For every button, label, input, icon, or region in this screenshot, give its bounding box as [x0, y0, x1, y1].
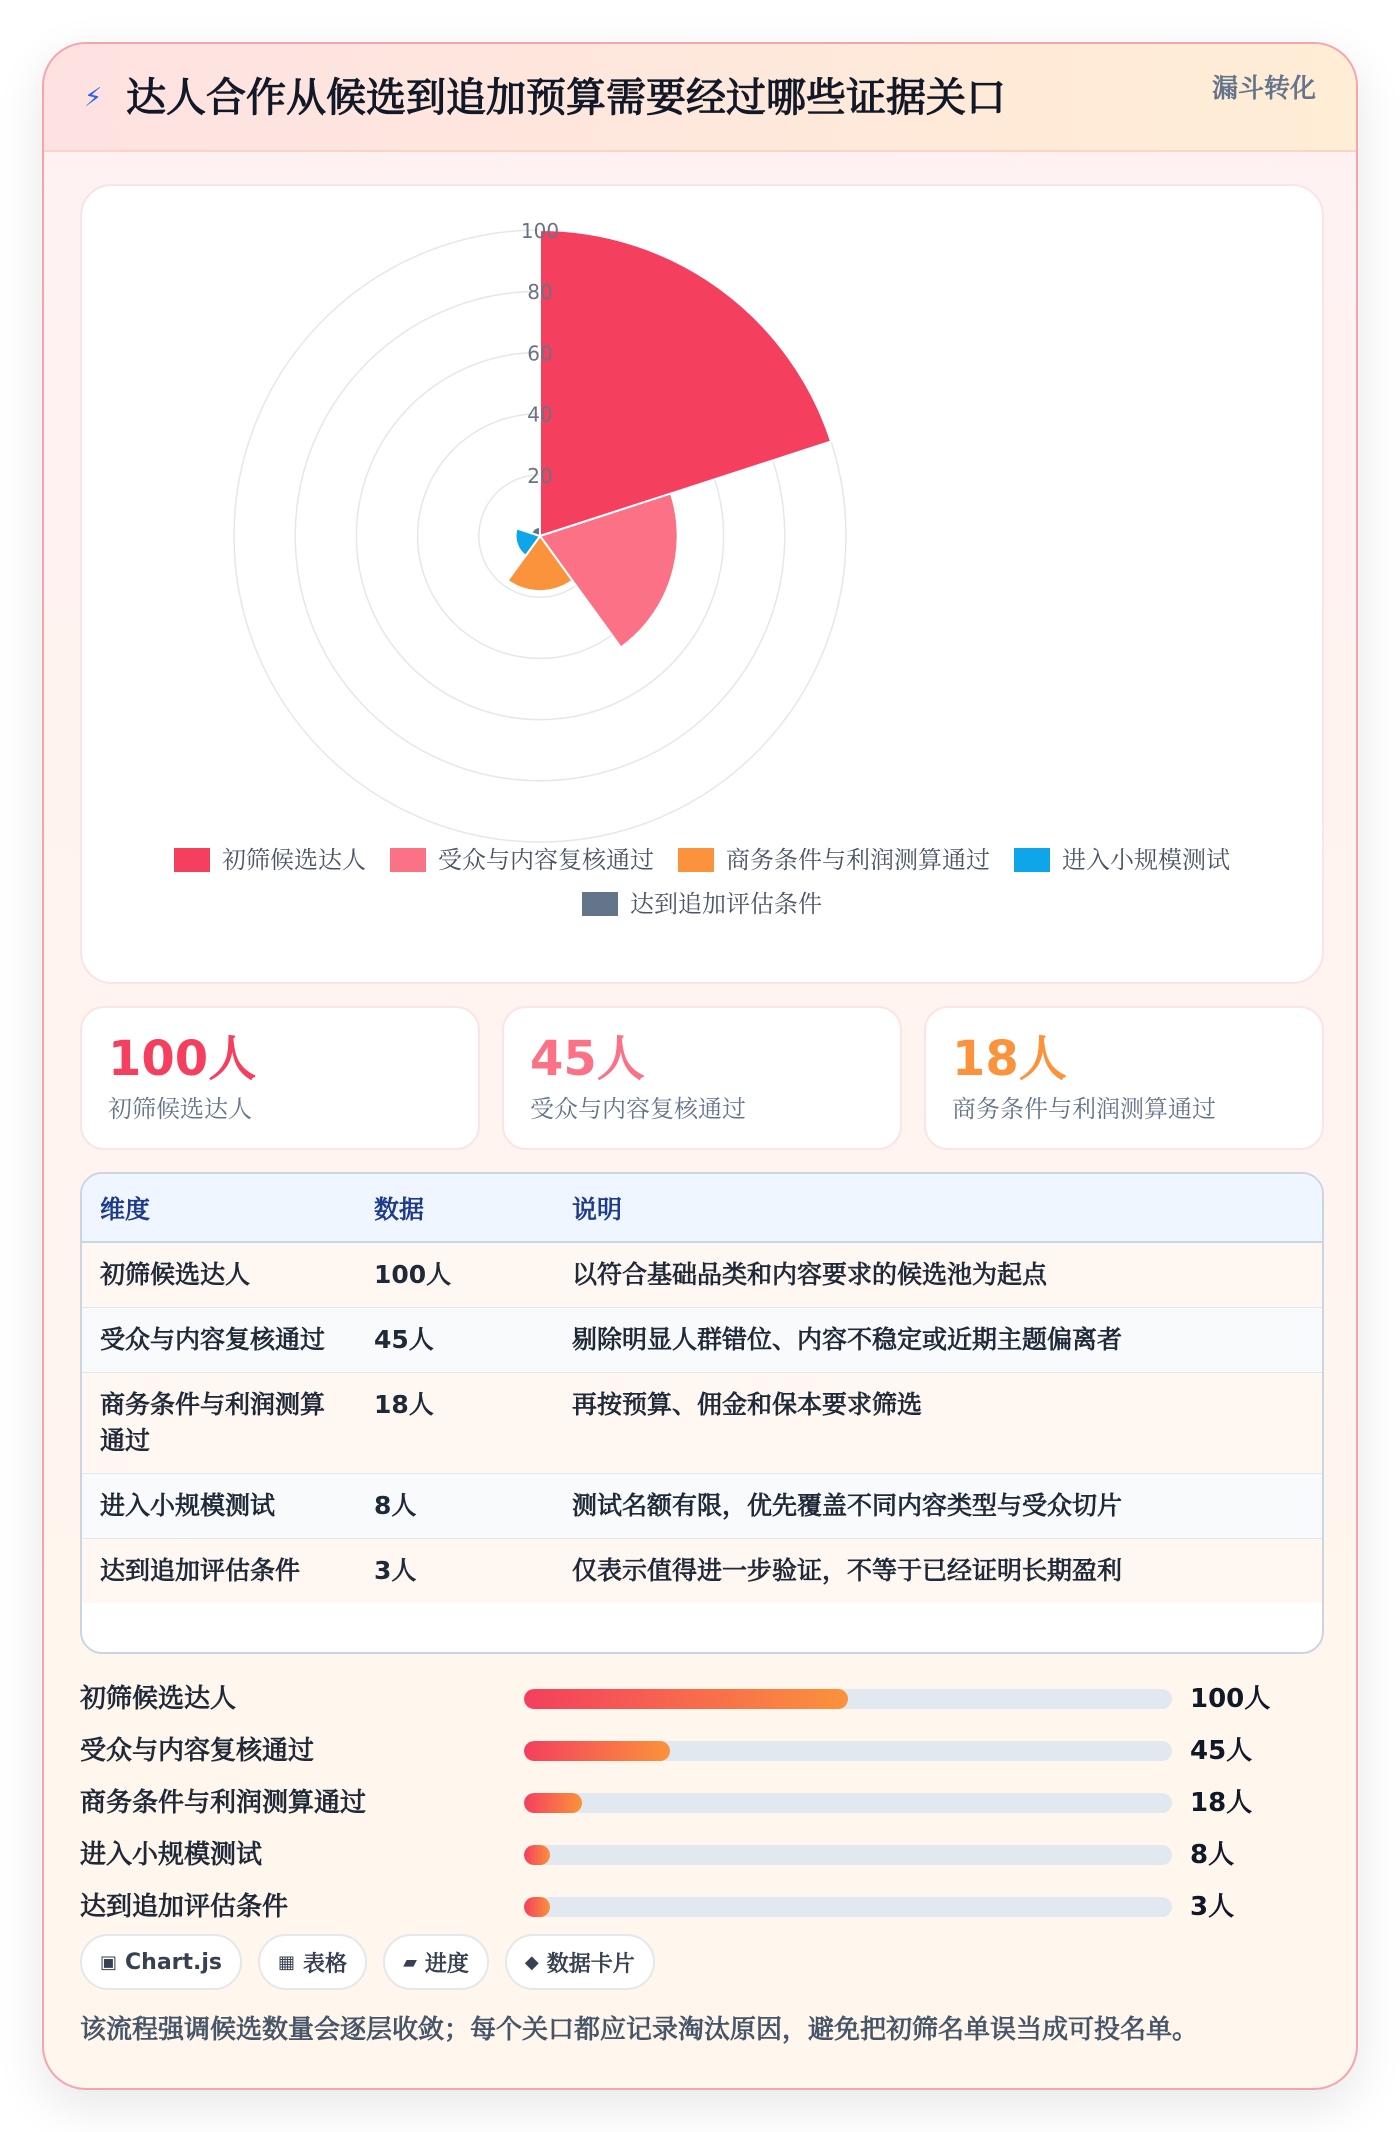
legend-item[interactable]: [174, 846, 366, 874]
tag-icon: ◆: [524, 1951, 539, 1973]
page-title: 达人合作从候选到追加预算需要经过哪些证据关口: [126, 75, 1006, 121]
cell-dimension: 受众与内容复核通过: [82, 1308, 356, 1373]
cell-data: 3人: [356, 1539, 554, 1604]
table-row: [82, 1308, 1322, 1373]
legend-label: 商务条件与利润测算通过: [726, 846, 990, 874]
cell-dimension: 商务条件与利润测算通过: [82, 1373, 356, 1474]
tag-chip[interactable]: [80, 1934, 242, 1990]
stat-card: [502, 1006, 902, 1150]
progress-track: [524, 1793, 1172, 1813]
progress-row: [80, 1676, 1324, 1728]
table-header-row: [82, 1174, 1322, 1242]
progress-label: 受众与内容复核通过: [80, 1736, 315, 1766]
progress-value: 18人: [1190, 1788, 1253, 1818]
progress-fill: [524, 1741, 670, 1761]
tag-chip[interactable]: [505, 1934, 655, 1990]
progress-track: [524, 1845, 1172, 1865]
progress-value: 45人: [1190, 1736, 1253, 1766]
tag-label: Chart.js: [125, 1949, 223, 1975]
cell-data: 45人: [356, 1308, 554, 1373]
polar-slice[interactable]: [540, 230, 831, 536]
category-badge: 漏斗转化: [1211, 74, 1316, 104]
radial-tick-label: 80: [527, 280, 553, 305]
table-row: [82, 1373, 1322, 1474]
stat-label: 商务条件与利润测算通过: [952, 1095, 1216, 1123]
progress-value: 8人: [1190, 1840, 1235, 1870]
cell-data: 100人: [356, 1242, 554, 1308]
progress-value: 100人: [1190, 1684, 1271, 1714]
stat-card: [924, 1006, 1324, 1150]
progress-fill: [524, 1793, 582, 1813]
cell-note: 测试名额有限，优先覆盖不同内容类型与受众切片: [554, 1474, 1322, 1539]
cell-note: 再按预算、佣金和保本要求筛选: [554, 1373, 1322, 1474]
legend-label: 达到追加评估条件: [630, 890, 822, 918]
legend-swatch: [390, 848, 426, 872]
tag-chip[interactable]: [258, 1934, 367, 1990]
progress-fill: [524, 1897, 550, 1917]
tag-icon: ▦: [278, 1951, 296, 1973]
cell-dimension: 达到追加评估条件: [82, 1539, 356, 1604]
tag-icon: ▰: [403, 1951, 417, 1973]
cell-dimension: 进入小规模测试: [82, 1474, 356, 1539]
progress-row: [80, 1884, 1324, 1936]
table-row: [82, 1474, 1322, 1539]
table-row: [82, 1539, 1322, 1604]
header: [44, 44, 1356, 152]
progress-label: 初筛候选达人: [80, 1684, 237, 1714]
bolt-icon: ⚡: [84, 83, 103, 113]
legend-item[interactable]: [678, 846, 990, 874]
stat-card: [80, 1006, 480, 1150]
cell-data: 8人: [356, 1474, 554, 1539]
radial-tick-label: 60: [527, 341, 553, 366]
tag-icon: ▣: [100, 1951, 118, 1973]
cell-note: 以符合基础品类和内容要求的候选池为起点: [554, 1242, 1322, 1308]
legend-swatch: [1014, 848, 1050, 872]
stat-label: 受众与内容复核通过: [530, 1095, 746, 1123]
legend-swatch: [174, 848, 210, 872]
chart-panel: [80, 184, 1324, 984]
legend-label: 受众与内容复核通过: [438, 846, 654, 874]
polar-slice[interactable]: [531, 527, 540, 536]
cell-dimension: 初筛候选达人: [82, 1242, 356, 1308]
legend-swatch: [678, 848, 714, 872]
progress-fill: [524, 1845, 550, 1865]
stat-cards: [80, 1006, 1324, 1150]
progress-row: [80, 1728, 1324, 1780]
legend-item[interactable]: [390, 846, 654, 874]
tag-label: 进度: [424, 1951, 469, 1977]
data-table: [80, 1172, 1324, 1654]
progress-label: 进入小规模测试: [80, 1840, 263, 1870]
legend-item[interactable]: [1014, 846, 1230, 874]
tag-label: 数据卡片: [546, 1951, 635, 1977]
progress-label: 达到追加评估条件: [80, 1892, 289, 1922]
legend-label: 进入小规模测试: [1062, 846, 1230, 874]
footnote: 该流程强调候选数量会逐层收敛；每个关口都应记录淘汰原因，避免把初筛名单误当成可投名单。: [80, 2015, 1199, 2045]
progress-list: [80, 1676, 1324, 1936]
cell-data: 18人: [356, 1373, 554, 1474]
stat-label: 初筛候选达人: [108, 1095, 252, 1123]
legend-swatch: [582, 892, 618, 916]
table-header-data: 数据: [356, 1174, 554, 1242]
cell-note: 剔除明显人群错位、内容不稳定或近期主题偏离者: [554, 1308, 1322, 1373]
cell-note: 仅表示值得进一步验证，不等于已经证明长期盈利: [554, 1539, 1322, 1604]
tag-label: 表格: [303, 1951, 348, 1977]
progress-row: [80, 1780, 1324, 1832]
chart-legend: [82, 846, 1322, 918]
radial-tick-label: 100: [520, 219, 560, 243]
radial-tick-label: 20: [527, 463, 553, 488]
table-header-note: 说明: [554, 1174, 1322, 1242]
tag-list: [80, 1934, 655, 1990]
progress-row: [80, 1832, 1324, 1884]
progress-track: [524, 1741, 1172, 1761]
legend-item[interactable]: [582, 890, 822, 918]
tag-chip[interactable]: [383, 1934, 489, 1990]
progress-track: [524, 1689, 1172, 1709]
progress-track: [524, 1897, 1172, 1917]
legend-label: 初筛候选达人: [222, 846, 366, 874]
stat-value: 100人: [108, 1031, 257, 1087]
stat-value: 18人: [952, 1031, 1067, 1087]
progress-fill: [524, 1689, 848, 1709]
stat-value: 45人: [530, 1031, 645, 1087]
progress-value: 3人: [1190, 1892, 1235, 1922]
table-header-dimension: 维度: [82, 1174, 356, 1242]
progress-label: 商务条件与利润测算通过: [80, 1788, 367, 1818]
table-row: [82, 1242, 1322, 1308]
report-card: [42, 42, 1358, 2090]
radial-tick-label: 40: [527, 402, 553, 427]
